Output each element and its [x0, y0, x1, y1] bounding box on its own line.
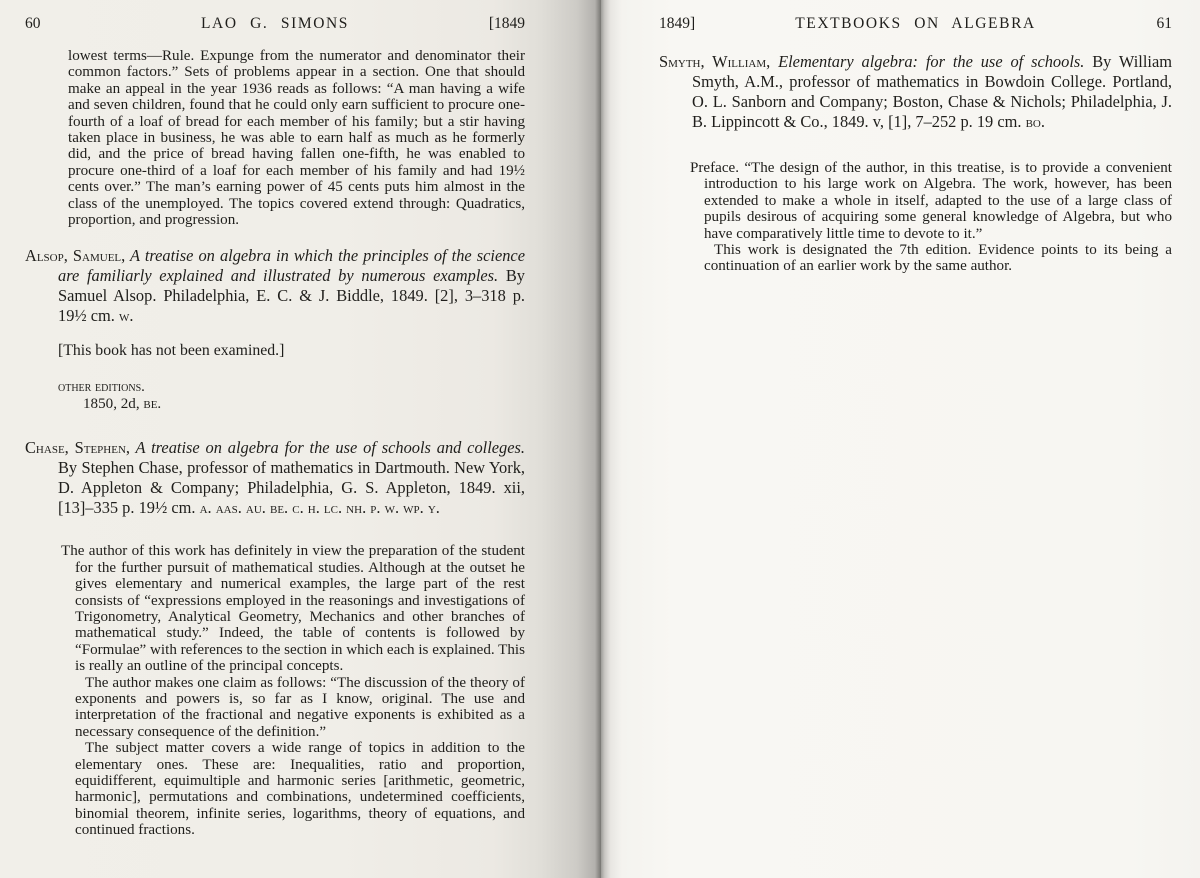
- entry-alsop: [25, 246, 525, 326]
- entry-smyth-title: Elementary algebra: for the use of schools.: [770, 52, 1085, 71]
- entry-chase: [25, 438, 525, 518]
- right-page-number: 61: [1156, 15, 1172, 32]
- annotation-paragraph: The author makes one claim as follows: “The discussion of the theory of exponents and powers is, so far as I know, original. The use and interpretation of the fractional and negative exponents is exhibited as a necessary consequence of the definition.”: [75, 674, 525, 740]
- right-running-title: TEXTBOOKS ON ALGEBRA: [795, 15, 1036, 32]
- entry-smyth-imprint: By William Smyth, A.M., professor of mathematics in Bowdoin College. Portland, O. L. Sanborn and Company; Boston, Chase & Nichols; Philadelphia, J. B. Lippincott & Co., 1849. v, [1], 7–252 p. 19 cm.: [692, 52, 1172, 131]
- other-editions-year: 1850, 2d,: [83, 395, 144, 412]
- entry-alsop-author: Alsop, Samuel,: [25, 246, 126, 266]
- continuation-paragraph: lowest terms—Rule. Expunge from the numerator and denominator their common factors.” Sets of problems appear in a section. One that should make an appeal in the year 1936 reads as follows: “A man having a wife and seven children, found that he could only earn sufficient to procure one-fourth of a loaf of bread for each member of his family; but a stir having taken place in business, he was able to earn half as much as he formerly did, and the price of bread having fallen one-fifth, he was enabled to procure one-third of a loaf for each member of his family and had 19½ cents over.” The man’s earning power of 45 cents puts him almost in the class of the unemployed. The topics covered extend through: Quadratics, proportion, and progression.: [68, 48, 525, 229]
- annotation-paragraph: The subject matter covers a wide range of topics in addition to the elementary ones. These are: Inequalities, ratio and proportion, equidifferent, equimultiple and harmonic series [arithmetic, geometric, harmonic], permutations and combinations, undetermined coefficients, binomial theorem, infinite series, logarithms, theory of equations, and continued fractions.: [75, 740, 525, 839]
- right-year-marker: 1849]: [659, 15, 696, 32]
- other-editions-item: [83, 396, 525, 412]
- entry-smyth: [659, 52, 1172, 132]
- left-running-head: [25, 14, 525, 34]
- entry-smyth-author: Smyth, William,: [659, 52, 771, 71]
- entry-chase-sigla: a. aas. au. be. c. h. lc. nh. p. w. wp. y.: [199, 498, 440, 518]
- entry-chase-imprint: By Stephen Chase, professor of mathematics in Dartmouth. New York, D. Appleton & Company; Philadelphia, G. S. Appleton, 1849. xii, [13]–335 p. 19½ cm.: [58, 458, 525, 518]
- entry-chase-annotation: [61, 543, 525, 839]
- left-year-marker: [1849: [488, 15, 525, 32]
- left-running-title: LAO G. SIMONS: [200, 15, 350, 32]
- left-page-number: 60: [25, 15, 41, 32]
- entry-alsop-title: A treatise on algebra in which the principles of the science are familiarly explained and illustrated by numerous examples.: [58, 246, 525, 286]
- annotation-paragraph: Preface. “The design of the author, in this treatise, is to provide a convenient introduction to his large work on Algebra. The work, however, has been extended to make a whole in itself, adapted to the use of a large class of pupils desirous of acquiring some general knowledge of Algebra, but who have comparatively little time to devote to it.”: [690, 160, 1172, 242]
- entry-alsop-note: [This book has not been examined.]: [58, 342, 285, 360]
- entry-alsop-sigla: w.: [119, 306, 134, 326]
- other-editions-label: other editions.: [58, 379, 145, 396]
- annotation-paragraph: This work is designated the 7th edition. Evidence points to its being a continuation of an earlier work by the same author.: [704, 242, 1172, 275]
- entry-alsop-imprint: By Samuel Alsop. Philadelphia, E. C. & J. Biddle, 1849. [2], 3–318 p. 19½ cm.: [58, 266, 525, 326]
- right-page: [601, 0, 1200, 878]
- other-editions-sigla: be.: [143, 395, 162, 412]
- annotation-paragraph: The author of this work has definitely in view the preparation of the student for the further pursuit of mathematical studies. Although at the outset he gives elementary and numerical examples, the large part of the rest consists of “expressions employed in the reasonings and investigations of Trigonometry, Analytical Geometry, Mechanics and other branches of mathematical study.” Indeed, the table of contents is followed by “Formulae” with references to the section in which each is explained. This is really an outline of the principal concepts.: [61, 543, 525, 675]
- entry-smyth-sigla: bo.: [1025, 112, 1045, 131]
- right-running-head: [659, 14, 1172, 34]
- entry-chase-author: Chase, Stephen,: [25, 438, 130, 458]
- entry-smyth-annotation: [690, 160, 1172, 275]
- entry-chase-title: A treatise on algebra for the use of schools and colleges.: [129, 438, 525, 458]
